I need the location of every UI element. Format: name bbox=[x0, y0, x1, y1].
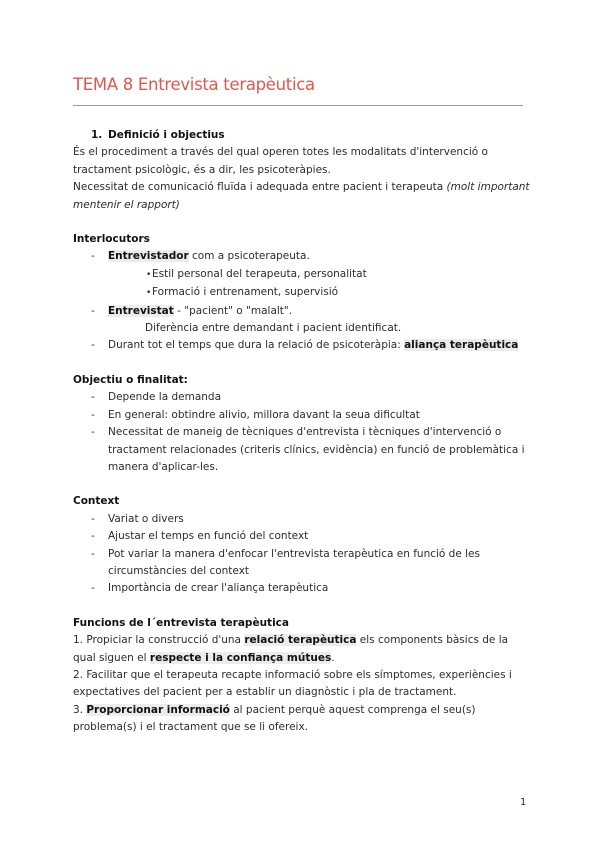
relacio-term: relació terapèutica bbox=[244, 634, 357, 647]
page-number: 1 bbox=[520, 797, 527, 808]
section-heading-context: Context bbox=[73, 495, 120, 508]
section-heading-text: Definició i objectius bbox=[108, 129, 225, 141]
rapport-note: (molt important mentenir el rapport) bbox=[73, 181, 530, 211]
list-item bbox=[91, 337, 533, 354]
sub-bullet-estil bbox=[73, 266, 533, 284]
list-item: - Importància de crear l'aliança terapèutica bbox=[91, 580, 533, 597]
paragraph-definition: És el procediment a través del qual operen totes les modalitats d'intervenció o tractament psicològic, és a dir, les psicoteràpies. bbox=[73, 146, 488, 176]
funcio-text: 3. bbox=[73, 703, 87, 716]
alianca-text: Durant tot el temps que dura la relació de psicoteràpia: bbox=[108, 339, 405, 352]
entrevistat-term: Entrevistat bbox=[108, 304, 174, 317]
funcio-text: al pacient perquè aquest comprenga el seu(s) problema(s) i el tractament que se li ofereix. bbox=[73, 703, 476, 734]
informacio-term: Proporcionar informació bbox=[86, 703, 230, 716]
communication-text: Necessitat de comunicació fluïda i adequada entre pacient i terapeuta bbox=[73, 181, 444, 194]
list-item: - Ajustar el temps en funció del context bbox=[91, 528, 533, 545]
paragraph-communication bbox=[73, 179, 533, 214]
entrevistador-term: Entrevistador bbox=[108, 250, 189, 263]
entrevistador-desc: com a psicoterapeuta. bbox=[188, 250, 310, 263]
list-item: - Pot variar la manera d'enfocar l'entrevista terapèutica en funció de les circumstàncies del context bbox=[91, 546, 533, 581]
sub-bullet-text: Formació i entrenament, supervisió bbox=[152, 286, 339, 299]
document-body bbox=[73, 127, 533, 737]
bullet-dot-icon: • bbox=[146, 288, 152, 299]
funcio-text: 1. Propiciar la construcció d'una bbox=[73, 634, 245, 647]
interlocutors-list-3 bbox=[73, 337, 533, 354]
entrevistat-note: Diferència entre demandant i pacient identificat. bbox=[145, 322, 402, 335]
list-item bbox=[91, 248, 533, 265]
section-number: 1. bbox=[91, 129, 103, 141]
section-heading-funcions: Funcions de l´entrevista terapèutica bbox=[73, 616, 289, 629]
context-list bbox=[73, 511, 533, 598]
list-item: - Depende la demanda bbox=[91, 389, 533, 406]
bullet-dot-icon: • bbox=[146, 269, 152, 280]
section-heading-definicio bbox=[73, 127, 533, 144]
funcio-text: . bbox=[331, 651, 335, 664]
list-item: - En general: obtindre alivio, millora davant la seua dificultat bbox=[91, 407, 533, 424]
objectiu-list bbox=[73, 389, 533, 476]
page-title: TEMA 8 Entrevista terapèutica bbox=[73, 75, 315, 94]
list-item: - Necessitat de maneig de tècniques d'entrevista i tècniques d'intervenció o tractament relacionades (criteris clínics, evidència) en funció de problemàtica i manera d'aplicar-les. bbox=[91, 424, 533, 476]
funcio-3 bbox=[73, 702, 533, 737]
title-divider bbox=[73, 105, 523, 106]
interlocutors-list bbox=[73, 248, 533, 265]
funcio-1 bbox=[73, 632, 533, 667]
funcio-text: els components bàsics de la qual siguen el bbox=[73, 634, 509, 664]
section-heading-objectiu: Objectiu o finalitat: bbox=[73, 373, 188, 386]
section-heading-interlocutors: Interlocutors bbox=[73, 233, 150, 246]
respecte-term: respecte i la confiança mútues bbox=[149, 651, 332, 664]
sub-bullet-formacio bbox=[73, 284, 533, 302]
sub-bullet-text: Estil personal del terapeuta, personalitat bbox=[152, 267, 367, 280]
list-item: - Variat o divers bbox=[91, 511, 533, 528]
list-item bbox=[91, 303, 533, 320]
funcio-2: 2. Facilitar que el terapeuta recapte informació sobre els símptomes, experiències i expectatives del pacient per a establir un diagnòstic i pla de tractament. bbox=[73, 668, 512, 699]
alianca-term: aliança terapèutica bbox=[404, 339, 519, 352]
interlocutors-list-2 bbox=[73, 303, 533, 320]
entrevistat-desc: - "pacient" o "malalt". bbox=[173, 304, 293, 317]
